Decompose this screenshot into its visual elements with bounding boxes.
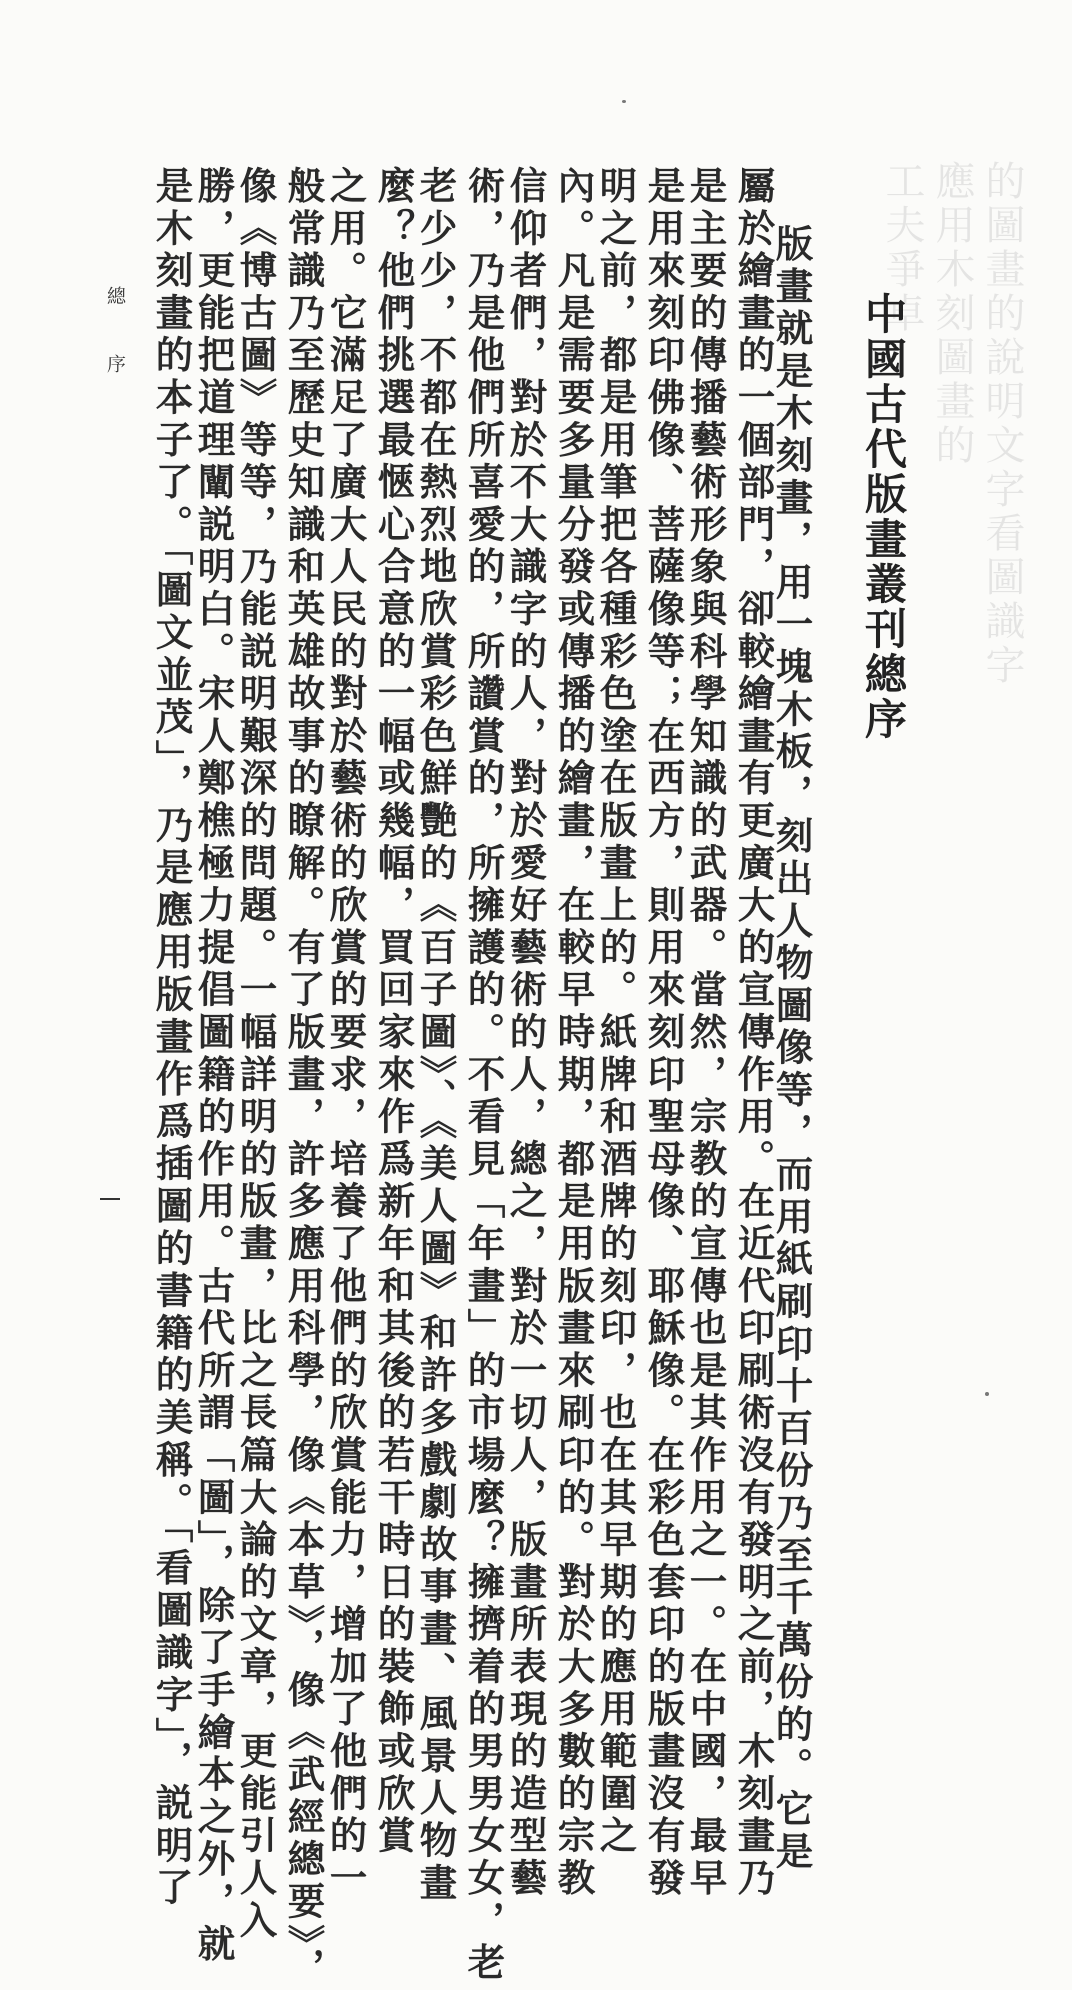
text-column-4: 是用來刻印佛像、菩薩像等；在西方，則用來刻印聖母像、耶穌像。在彩色套印的版畫沒有發 [641,166,686,1901]
text-column-1: 版畫就是木刻畫，用一塊木板，刻出人物圖像等，而用紙刷印十百份乃至千萬份的。它是 [769,224,814,1874]
text-column-3: 是主要的傳播藝術形象與科學知識的武器。當然，宗教的宣傳也是其作用之一。在中國，最早 [683,166,728,1901]
text-column-14: 勝，更能把道理闡説明白。宋人鄭樵極力提倡圖籍的作用。古代所謂「圖」，除了手繪本之外，就 [191,166,236,1967]
text-column-10: 麼？他們挑選最愜心合意的一幅或幾幅，買回家來作爲新年和其後的若干時日的裝飾或欣賞 [371,166,416,1858]
text-column-6: 內。凡是需要多量分發或傳播的繪畫，在較早時期，都是用版畫來刷印的。對於大多數的宗教 [551,166,596,1901]
bleed-through-text: 的圖畫的說明文字看圖識字 應用木刻圖畫的 工夫爭卓 [879,160,1025,688]
text-column-13: 像《博古圖》等等，乃能説明艱深的問題。一幅詳明的版畫，比之長篇大論的文章，更能引人入 [233,166,278,1943]
running-head-char-2: 序 [104,354,126,373]
scan-speck [985,1392,989,1396]
text-column-5: 明之前，都是用筆把各種彩色塗在版畫上的。紙牌和酒牌的刻印，也在其早期的應用範圍之 [593,166,638,1858]
running-head-char-1: 總 [104,286,126,305]
page-number [100,1198,120,1200]
text-column-11: 之用。它滿足了廣大人民的對於藝術的欣賞的要求，培養了他們的欣賞能力，增加了他們的一 [323,166,368,1901]
scan-speck [622,100,626,103]
text-column-7: 信仰者們，對於不大識字的人，對於愛好藝術的人，總之，對於一切人，版畫所表現的造型藝 [503,166,548,1901]
text-column-8: 術，乃是他們所喜愛的，所讚賞的，所擁護的。不看見「年畫」的市場麼？擁擠着的男男女女，老 [461,166,506,1985]
text-column-2: 屬於繪畫的一個部門，卻較繪畫有更廣大的宣傳作用。在近代印刷術沒有發明之前，木刻畫乃 [731,166,776,1901]
document-title: 中國古代版畫叢刊總序 [859,292,908,742]
text-column-12: 般常識乃至歷史知識和英雄故事的瞭解。有了版畫，許多應用科學，像《本草》，像《武經總要》， [281,166,326,1990]
text-column-9: 老少少，不都在熱烈地欣賞彩色鮮艷的《百子圖》、《美人圖》和許多戲劇故事畫、風景人物畫 [413,166,458,1906]
text-column-15: 是木刻畫的本子了。「圖文並茂」，乃是應用版畫作爲插圖的書籍的美稱。「看圖識字」，説明了 [149,166,194,1910]
